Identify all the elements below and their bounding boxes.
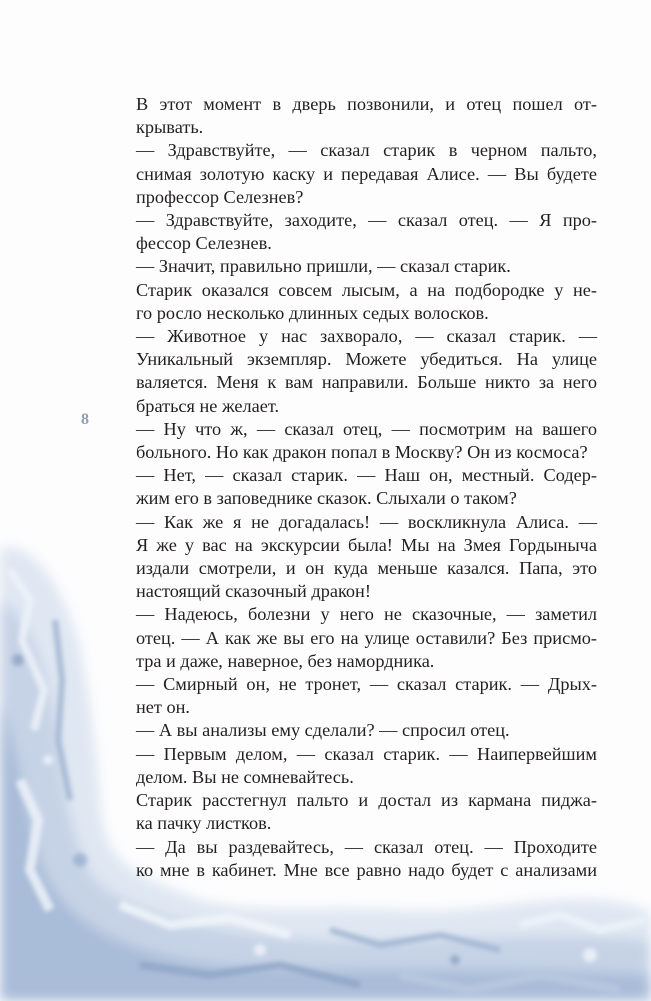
text-line: ко мне в кабинет. Мне все равно надо будет с анализами [136,859,597,880]
text-line: — Да вы раздевайтесь, — сказал отец. — Проходите [136,836,597,857]
paragraph [116,279,597,325]
text-line: валяется. Меня к вам направили. Больше никто за него [136,372,597,393]
paragraph [116,836,597,882]
text-line: Старик оказался совсем лысым, а на подбородке у не- [136,279,597,300]
paragraph [116,209,597,255]
page-text [116,93,597,882]
text-line: жим его в заповеднике сказок. Слыхали о таком? [136,488,517,509]
text-line: В этот момент в дверь позвонили, и отец пошел от- [136,94,597,114]
text-line: издали смотрели, и он куда меньше казался. Папа, это [136,558,597,579]
paragraph [116,603,597,673]
text-line: — Здравствуйте, заходите, — сказал отец. — Я про- [136,210,597,231]
text-line: крывать. [136,117,204,138]
text-line: — Значит, правильно пришли, — сказал старик. [136,256,511,277]
paragraph [116,93,597,139]
text-line: — А вы анализы ему сделали? — спросил отец. [136,720,510,741]
text-line: — Как же я не догадалась! — воскликнула Алиса. — [136,511,597,532]
paragraph [116,719,597,742]
text-line: браться не желает. [136,395,280,416]
text-line: снимая золотую каску и передавая Алисе. — Вы будете [136,163,597,184]
text-line: фессор Селезнев. [136,233,272,254]
text-line: — Нет, — сказал старик. — Наш он, местный. Содер- [136,465,597,486]
text-line: — Ну что ж, — сказал отец, — посмотрим на вашего [136,418,597,439]
paragraph [116,139,597,209]
paragraph [116,673,597,719]
text-line: отец. — А как же вы его на улице оставили? Без присмо- [136,627,597,648]
text-line: нет он. [136,697,190,718]
paragraph [116,464,597,510]
paragraph [116,743,597,789]
text-line: — Первым делом, — сказал старик. — Наипервейшим [136,743,597,764]
paragraph [116,789,597,835]
paragraph [116,418,597,464]
page-number: 8 [81,411,89,428]
text-line: тра и даже, наверное, без намордника. [136,650,435,671]
paragraph [116,325,597,418]
text-line: — Смирный он, не тронет, — сказал старик. — Дрых- [136,674,597,695]
text-line: делом. Вы не сомневайтесь. [136,766,354,787]
text-line: настоящий сказочный дракон! [136,581,371,602]
text-line: ка пачку листков. [136,813,272,834]
paragraph [116,255,597,278]
text-line: Уникальный экземпляр. Можете убедиться. На улице [136,349,597,370]
text-line: Я же у вас на экскурсии была! Мы на Змея Гордыныча [136,534,597,555]
text-line: — Здравствуйте, — сказал старик в черном пальто, [136,140,597,161]
text-line: — Животное у нас захворало, — сказал старик. — [136,326,597,347]
text-line: профессор Селезнев? [136,186,304,207]
text-line: — Надеюсь, болезни у него не сказочные, — заметил [136,604,597,625]
text-line: больного. Но как дракон попал в Москву? Он из космоса? [136,442,588,463]
text-line: го росло несколько длинных седых волосков. [136,302,489,323]
paragraph [116,511,597,604]
text-line: Старик расстегнул пальто и достал из кармана пиджа- [136,790,597,811]
